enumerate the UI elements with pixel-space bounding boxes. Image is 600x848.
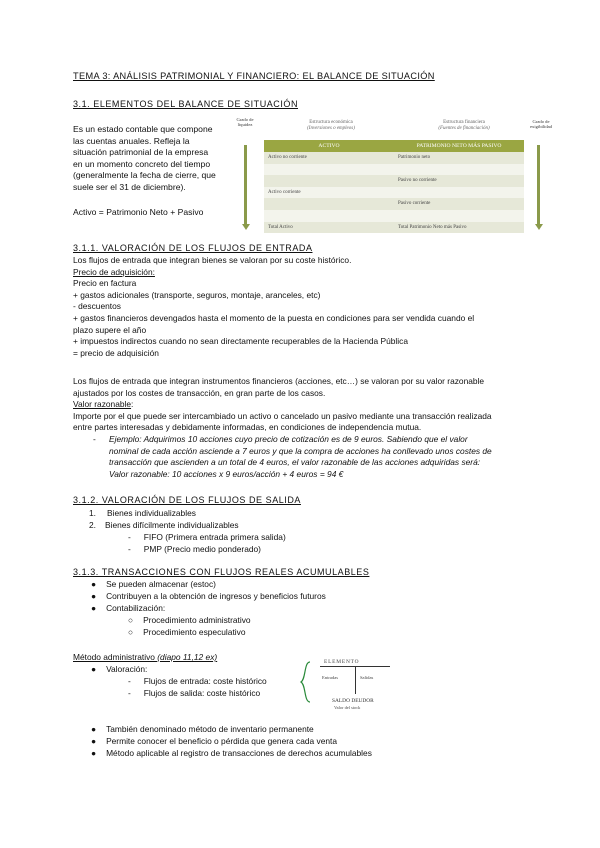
metodo-diapo: (diapo 11,12 ex) (157, 652, 218, 662)
precio-line: = precio de adquisición (73, 347, 159, 358)
numbered-item (89, 520, 239, 532)
document-title: TEMA 3: ANÁLISIS PATRIMONIAL Y FINANCIERO: EL BALANCE DE SITUACIÓN (73, 71, 435, 81)
bullet-item (91, 664, 147, 676)
instrumentos-paragraph (73, 376, 543, 434)
sub-item-text: Flujos de entrada: coste histórico (143, 676, 267, 686)
balance-cell: Total Patrimonio Neto más Pasivo (398, 224, 467, 230)
balance-row (264, 187, 524, 199)
example-dash: - (93, 434, 96, 444)
example-line: Valor razonable: 10 acciones x 9 euros/acción + 4 euros = 94 € (109, 468, 344, 479)
economic-structure-line: (Inversiones o empleos) (307, 126, 355, 131)
metodo-label: Método administrativo (73, 652, 158, 662)
balance-cell (394, 187, 524, 199)
bullet-item (91, 724, 314, 736)
t-account-vline (355, 666, 356, 694)
balance-cell: Activo corriente (268, 189, 301, 195)
balance-cell (264, 198, 394, 210)
sub-item (128, 688, 260, 700)
sub-item-text: FIFO (Primera entrada primera salida) (143, 532, 286, 542)
balance-row (264, 198, 524, 210)
bullet-item (91, 603, 165, 615)
brace-icon (300, 661, 312, 703)
bullet-text: Se pueden almacenar (estoc) (106, 579, 216, 589)
valor-razonable-label: Valor razonable (73, 399, 132, 410)
example-line: transacción que ascienden a un total de 4 euros, el valor razonable de las acciones adquiridas será: (109, 457, 481, 468)
exigibility-label-line: Grado de (532, 119, 550, 124)
t-account-title: ELEMENTO (324, 659, 360, 665)
numbered-item (89, 508, 196, 520)
balance-cell (264, 164, 394, 176)
balance-cell: Patrimonio neto (398, 155, 431, 160)
balance-formula: Activo = Patrimonio Neto + Pasivo (73, 207, 204, 217)
bullet-text: Contribuyen a la obtención de ingresos y beneficios futuros (106, 591, 326, 601)
example-line: Ejemplo: Adquirimos 10 acciones cuyo precio de cotización es de 9 euros. Sabiendo que el valor (109, 434, 468, 444)
bullet-text: Permite conocer el beneficio o pérdida que genera cada venta (106, 736, 337, 746)
exigibility-label-line: exigibilidad (530, 124, 552, 129)
section-3-1-3-heading: 3.1.3. TRANSACCIONES CON FLUJOS REALES ACUMULABLES (73, 567, 370, 577)
dash-marker: - (128, 544, 131, 554)
intro-line: (generalmente la fecha de cierre, que (73, 170, 216, 181)
bullet-dot: ● (91, 591, 97, 601)
item-number: 1. (89, 508, 96, 518)
bullet-text: Método aplicable al registro de transacciones de derechos acumulables (106, 748, 372, 758)
liquidity-label-line: liquidez (237, 122, 253, 127)
precio-line: plazo supere el año (73, 324, 147, 335)
sub-bullet-item (128, 615, 251, 627)
liquidity-label-line: Grado de (236, 117, 254, 122)
balance-row (264, 152, 524, 164)
section-3-1-2-heading: 3.1.2. VALORACIÓN DE LOS FLUJOS DE SALIDA (73, 495, 301, 505)
balance-table (264, 140, 524, 233)
t-account-saldo: SALDO DEUDOR (332, 698, 374, 704)
valor-razonable-colon: : (131, 399, 134, 410)
bullet-item (91, 591, 326, 603)
precio-line: - descuentos (73, 301, 121, 312)
header-activo: ACTIVO (318, 143, 340, 149)
intro-line: suele ser el 31 de diciembre). (73, 181, 186, 192)
precio-line: + gastos financieros devengados hasta el momento de la puesta en condiciones para ser vendida cuando el (73, 312, 475, 323)
dash-marker: - (128, 532, 131, 542)
financial-structure-label (414, 120, 514, 132)
bullet-text: También denominado método de inventario permanente (106, 724, 314, 734)
sub-item (128, 544, 261, 556)
dash-marker: - (128, 688, 131, 698)
sub-item-text: PMP (Precio medio ponderado) (143, 544, 261, 554)
sub-bullet-text: Procedimiento administrativo (143, 615, 251, 625)
header-pn-pasivo: PATRIMONIO NETO MÁS PASIVO (416, 143, 502, 149)
bullet-dot: ● (91, 664, 97, 674)
bullet-text: Valoración: (106, 664, 148, 674)
bullet-dot: ● (91, 603, 97, 613)
sub-item (128, 532, 286, 544)
sub-item (128, 676, 267, 688)
sub-item-text: Flujos de salida: coste histórico (143, 688, 261, 698)
intro-line: en un momento concreto del tiempo (73, 158, 211, 169)
precio-label: Precio de adquisición: (73, 266, 155, 277)
liquidity-arrow-head (242, 224, 250, 230)
t-account-saldo-sub: Valor del stock (334, 705, 361, 710)
dash-marker: - (128, 676, 131, 686)
bullet-dot: ● (91, 748, 97, 758)
paragraph-line: entre partes interesadas y debidamente informadas, en condiciones de independencia mutua. (73, 422, 422, 433)
financial-structure-line: Estructura financiera (443, 120, 485, 125)
item-text: Bienes individualizables (107, 508, 196, 518)
bullet-dot: ● (91, 736, 97, 746)
intro-line: situación patrimonial de la empresa (73, 147, 209, 158)
circle-marker: ○ (128, 627, 134, 637)
bullet-item (91, 748, 372, 760)
economic-structure-line: Estructura económica (309, 120, 353, 125)
sub-bullet-item (128, 627, 245, 639)
balance-diagram (234, 117, 556, 236)
exigibility-arrow-head (535, 224, 543, 230)
sub-bullet-text: Procedimiento especulativo (143, 627, 246, 637)
intro-line: Es un estado contable que compone (73, 124, 213, 134)
item-text: Bienes difícilmente individualizables (105, 520, 239, 530)
bullet-dot: ● (91, 579, 97, 589)
exigibility-arrow-shaft (537, 145, 540, 225)
bullet-item (91, 736, 337, 748)
paragraph-line: ajustados por los costes de transacción, en gran parte de los casos. (73, 387, 326, 398)
bullet-dot: ● (91, 724, 97, 734)
intro-line: las cuentas anuales. Refleja la (73, 135, 190, 146)
balance-cell (264, 210, 394, 222)
balance-cell (264, 175, 394, 187)
balance-cell: Pasivo no corriente (398, 178, 437, 184)
balance-row (264, 222, 524, 234)
financial-structure-line: (Fuentes de financiación) (438, 126, 490, 131)
balance-table-header (264, 140, 524, 152)
t-account-credit: Salidas (360, 675, 374, 680)
section-3-1-intro (73, 124, 223, 194)
circle-marker: ○ (128, 615, 134, 625)
section-3-1-1-body (73, 255, 543, 359)
section-3-1-1-heading: 3.1.1. VALORACIÓN DE LOS FLUJOS DE ENTRADA (73, 243, 313, 253)
precio-line: + gastos adicionales (transporte, seguros, montaje, aranceles, etc) (73, 289, 321, 300)
balance-cell (394, 164, 524, 176)
liquidity-label (234, 117, 256, 127)
metodo-heading (73, 652, 217, 664)
section-3-1-heading: 3.1. ELEMENTOS DEL BALANCE DE SITUACIÓN (73, 99, 299, 109)
balance-cell: Pasivo corriente (398, 201, 431, 207)
balance-cell: Activo no corriente (268, 155, 307, 160)
example-block (109, 434, 529, 480)
exigibility-label (526, 119, 556, 129)
economic-structure-label (286, 120, 376, 132)
balance-cell (394, 210, 524, 222)
example-line: nominal de cada acción asciende a 7 euros y que la compra de acciones ha conllevado unos costes de (109, 445, 492, 456)
balance-row (264, 210, 524, 222)
paragraph-line: Los flujos de entrada que integran bienes se valoran por su coste histórico. (73, 255, 352, 265)
bullet-item (91, 579, 216, 591)
liquidity-arrow-shaft (244, 145, 247, 225)
paragraph-line: Los flujos de entrada que integran instrumentos financieros (acciones, etc…) se valoran por su valor razonable (73, 376, 485, 386)
precio-line: Precio en factura (73, 278, 137, 289)
paragraph-line: Importe por el que puede ser intercambiado un activo o cancelado un pasivo mediante una transacción realizada (73, 410, 492, 421)
valor-razonable-heading (73, 399, 543, 411)
t-account-debit: Entradas (322, 675, 339, 680)
bullet-text: Contabilización: (106, 603, 166, 613)
t-account-diagram (300, 656, 396, 708)
balance-row (264, 164, 524, 176)
balance-row (264, 175, 524, 187)
balance-cell: Total Activo (268, 224, 293, 230)
item-number: 2. (89, 520, 96, 530)
precio-line: + impuestos indirectos cuando no sean directamente recuperables de la Hacienda Pública (73, 336, 408, 347)
